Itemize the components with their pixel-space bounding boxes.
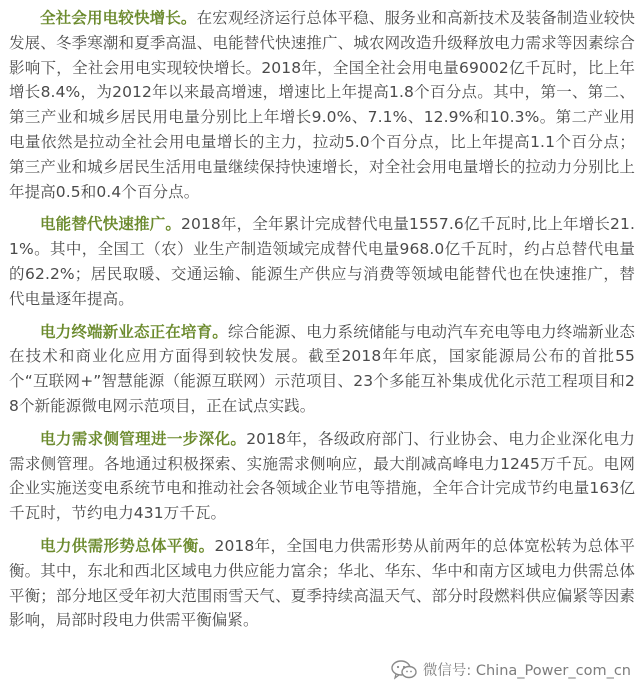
paragraph-electricity-consumption — [9, 6, 635, 204]
paragraph-heading: 电力供需形势总体平衡。 — [40, 536, 215, 555]
wechat-icon — [391, 660, 417, 680]
paragraph-text: 2018年，全国电力供需形势从前两年的总体宽松转为总体平衡。其中，东北和西北区域电力供应能力富余；华北、华东、华中和南方区域电力供需总体平衡；部分地区受年初大范围雨雪天气、夏季持续高温天气、部分时段燃料供应偏紧等因素影响，局部时段电力供需平衡偏紧。 — [9, 536, 636, 630]
paragraph-text: 2018年，全年累计完成替代电量1557.6亿千瓦时,比上年增长21.1%。其中，全国工（农）业生产制造领域完成替代电量968.0亿千瓦时，约占总替代电量的62.2%；居民取暖、交通运输、能源生产供应与消费等领域电能替代也在快速推广，替代电量逐年提高。 — [9, 215, 635, 308]
paragraph-heading: 电能替代快速推广。 — [40, 215, 182, 234]
paragraph-heading: 全社会用电较快增长。 — [40, 9, 197, 27]
paragraph-new-business-forms — [9, 320, 635, 419]
paragraph-heading: 电力终端新业态正在培育。 — [40, 322, 228, 341]
paragraph-text: 在宏观经济运行总体平稳、服务业和高新技术及装备制造业较快发展、冬季寒潮和夏季高温、电能替代快速推广、城农网改造升级释放电力需求等因素综合影响下，全社会用电实现较快增长。2018年，全国全社会用电量69002亿千瓦时，比上年增长8.4%，为2012年以来最高增速，增速比上年提高1.8个百分点。其中，第一、第二、第三产业和城乡居民用电量分别比上年增长9.0%、7.1%、12.9%和10.3%。第二产业用电量依然是拉动全社会用电量增长的主力，拉动5.0个百分点，比上年提高1.1个百分点；第三产业和城乡居民生活用电量继续保持快速增长，对全社会用电量增长的拉动力分别比上年提高0.5和0.4个百分点。 — [9, 9, 635, 201]
article-body — [9, 6, 635, 641]
paragraph-electric-substitution — [9, 212, 635, 311]
wechat-watermark — [389, 659, 633, 680]
paragraph-text: 2018年，各级政府部门、行业协会、电力企业深化电力需求侧管理。各地通过积极探索、实施需求侧响应，最大削减高峰电力1245万千瓦。电网企业实施送变电系统节电和推动社会各领域企业节电等措施，全年合计完成节约电量163亿千瓦时，节约电力431万千瓦。 — [9, 429, 635, 523]
paragraph-heading: 电力需求侧管理进一步深化。 — [40, 429, 247, 448]
paragraph-text: 综合能源、电力系统储能与电动汽车充电等电力终端新业态在技术和商业化应用方面得到较快发展。截至2018年年底，国家能源局公布的首批55个“互联网+”智慧能源（能源互联网）示范项目、23个多能互补集成优化示范工程项目和28个新能源微电网示范项目，正在试点实践。 — [9, 322, 636, 415]
paragraph-demand-side-management — [9, 427, 635, 526]
wechat-id-text: 微信号: China_Power_com_cn — [422, 663, 631, 679]
paragraph-supply-demand-balance — [9, 534, 635, 633]
